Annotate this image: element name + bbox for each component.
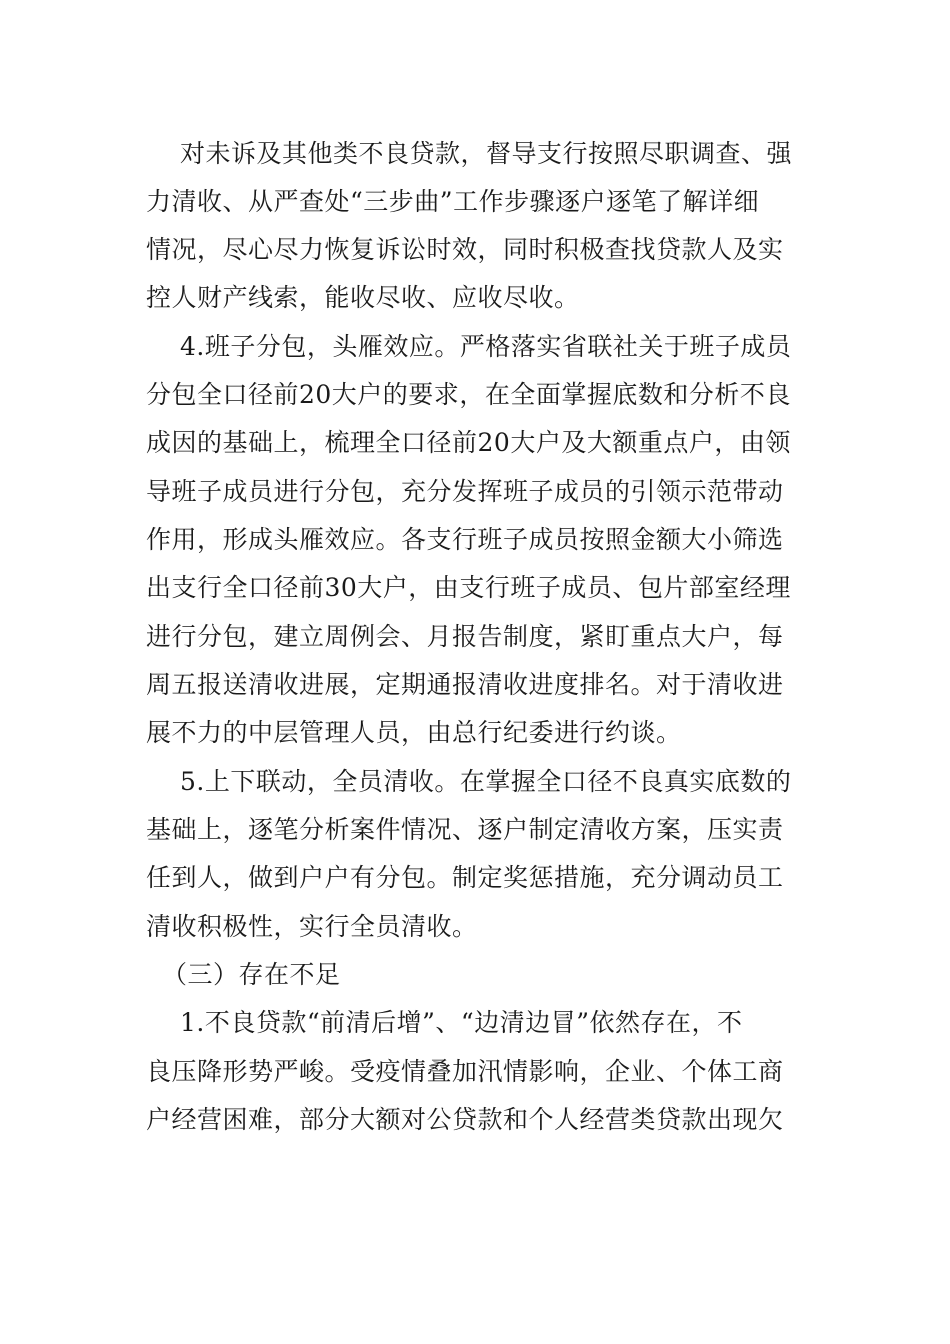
paragraph-line: 1.不良贷款“前清后增”、“边清边冒”依然存在，不 (180, 1008, 743, 1037)
paragraph-line: 5.上下联动，全员清收。在掌握全口径不良真实底数的 (180, 767, 792, 796)
paragraph-line: 清收积极性，实行全员清收。 (146, 912, 478, 941)
paragraph-line: 力清收、从严查处“三步曲”工作步骤逐户逐笔了解详细 (146, 187, 760, 216)
paragraph-line: 对未诉及其他类不良贷款，督导支行按照尽职调查、强 (180, 139, 793, 168)
paragraph-line: 分包全口径前20大户的要求，在全面掌握底数和分析不良 (146, 380, 791, 409)
paragraph-line: 户经营困难，部分大额对公贷款和个人经营类贷款出现欠 (146, 1105, 784, 1134)
paragraph-line: 成因的基础上，梳理全口径前20大户及大额重点户，由领 (146, 428, 791, 457)
paragraph-line: 作用，形成头雁效应。各支行班子成员按照金额大小筛选 (146, 525, 784, 554)
paragraph-line: 出支行全口径前30大户，由支行班子成员、包片部室经理 (146, 573, 791, 602)
paragraph-line: 周五报送清收进展，定期通报清收进度排名。对于清收进 (146, 670, 784, 699)
paragraph-line: 展不力的中层管理人员，由总行纪委进行约谈。 (146, 718, 682, 747)
paragraph-line: 控人财产线索，能收尽收、应收尽收。 (146, 283, 580, 312)
paragraph-line: 任到人，做到户户有分包。制定奖惩措施，充分调动员工 (146, 863, 784, 892)
paragraph-line: 4.班子分包，头雁效应。严格落实省联社关于班子成员 (180, 332, 792, 361)
paragraph-line: 进行分包，建立周例会、月报告制度，紧盯重点大户，每 (146, 622, 784, 651)
paragraph-line: 情况，尽心尽力恢复诉讼时效，同时积极查找贷款人及实 (146, 235, 784, 264)
paragraph-line: 良压降形势严峻。受疫情叠加汛情影响，企业、个体工商 (146, 1057, 784, 1086)
paragraph-line: 导班子成员进行分包，充分发挥班子成员的引领示范带动 (146, 477, 784, 506)
paragraph-line: 基础上，逐笔分析案件情况、逐户制定清收方案，压实责 (146, 815, 784, 844)
section-heading: （三）存在不足 (162, 960, 341, 989)
